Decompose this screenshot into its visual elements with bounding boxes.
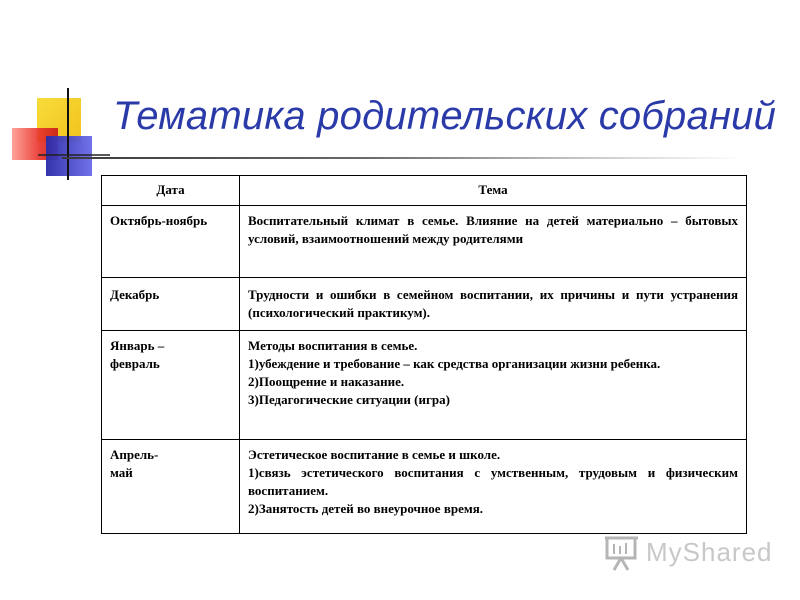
date-cell	[102, 440, 240, 534]
table-row	[102, 331, 747, 440]
watermark-text: MyShared	[646, 536, 773, 567]
table-header-row	[102, 176, 747, 206]
date-text: февраль	[110, 356, 160, 371]
date-text: Октябрь-ноябрь	[110, 213, 208, 228]
topic-text: 2)Поощрение и наказание.	[248, 374, 405, 389]
topic-text: 2)Занятость детей во внеурочное время.	[248, 501, 483, 516]
topic-text: Методы воспитания в семье.	[248, 338, 418, 353]
watermark	[604, 532, 773, 572]
topic-text: 1)убеждение и требование – как средства организации жизни ребенка.	[248, 356, 661, 371]
presentation-board-icon	[604, 532, 640, 572]
page-title: Тематика родительских собраний	[113, 94, 777, 138]
date-cell	[102, 278, 240, 331]
topic-text: Трудности и ошибки в семейном воспитании, их причины и пути устранения (психологический практикум).	[248, 287, 738, 320]
table-row	[102, 440, 747, 534]
table-row	[102, 278, 747, 331]
date-cell	[102, 206, 240, 278]
topic-cell	[240, 278, 747, 331]
date-cell	[102, 331, 240, 440]
topic-cell	[240, 331, 747, 440]
topic-cell	[240, 440, 747, 534]
title-decoration-icon	[0, 80, 110, 190]
topic-cell	[240, 206, 747, 278]
title-underline	[62, 157, 742, 159]
column-header-date: Дата	[102, 176, 240, 206]
topic-text: 3)Педагогические ситуации (игра)	[248, 392, 450, 407]
topic-text: 1)связь эстетического воспитания с умственным, трудовым и физическим воспитанием.	[248, 465, 738, 498]
column-header-topic: Тема	[240, 176, 747, 206]
date-text: Январь –	[110, 338, 165, 353]
topic-text: Воспитательный климат в семье. Влияние на детей материально – бытовых условий, взаимоотношений между родителями	[248, 213, 738, 246]
date-text: Апрель-	[110, 447, 159, 462]
meetings-table	[101, 175, 747, 534]
date-text: Декабрь	[110, 287, 160, 302]
date-text: май	[110, 465, 133, 480]
topic-text: Эстетическое воспитание в семье и школе.	[248, 447, 501, 462]
table-row	[102, 206, 747, 278]
